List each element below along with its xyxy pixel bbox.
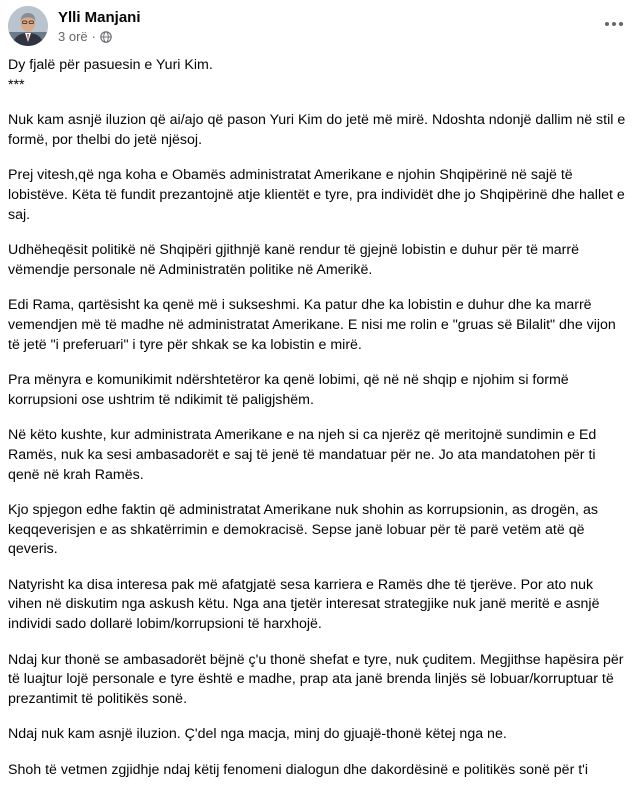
meta-separator: · <box>91 29 96 44</box>
post-paragraph: Kjo spjegon edhe faktin që administratat Amerikane nuk shohin as korrupsionin, as drogën, as keqqeverisjen e as shkatërrimin e demokracisë. Sepse janë lobuar për të parë vetëm atë që qeveris. <box>8 502 598 558</box>
post-subline <box>58 29 141 45</box>
post-body <box>8 56 626 797</box>
post-header <box>8 6 141 46</box>
post-paragraph: Ndaj nuk kam asnjë iluzion. Ç'del nga macja, minj do gjuajë-thonë këtej nga ne. <box>8 726 507 743</box>
post-paragraph: Nuk kam asnjë iluzion që ai/ajo që pason Yuri Kim do jetë më mirë. Ndoshta ndonjë dallim në stil e formë, por thelbi do jetë njësoj. <box>8 112 626 148</box>
post-paragraph: Dy fjalë për pasuesin e Yuri Kim. <box>8 57 213 73</box>
post-paragraph: Udhëheqësit politikë në Shqipëri gjithnjë kanë rendur të gjejnë lobistin e duhur për të marrë vëmendje personale në Administratën politike në Amerikë. <box>8 242 580 278</box>
post-paragraph: Shoh të vetmen zgjidhje ndaj këtij fenomeni dialogun dhe dakordësinë e politikës sonë për t'i <box>8 762 589 779</box>
post-paragraph: Në këto kushte, kur administrata Amerikane e na njeh si ca njerëz që meritojnë sundimin e Ed Ramës, nuk ka sesi ambasadorët e saj të jenë të mandatuar për ne. Jo ata mandatohen për ti qenë në krah Ramës. <box>8 427 597 483</box>
post-meta <box>58 9 141 45</box>
more-options-icon[interactable] <box>602 12 626 36</box>
globe-icon[interactable] <box>100 31 112 43</box>
post-timestamp[interactable]: 3 orë <box>58 29 88 44</box>
author-name[interactable]: Ylli Manjani <box>58 9 141 26</box>
post-paragraph: Prej vitesh,që nga koha e Obamës administratat Amerikane e njohin Shqipërinë në sajë të lobistëve. Këta të fundit prezantojnë atje klientët e tyre, pra individët dhe jo Shqipërinë dhe hallet e saj. <box>8 167 625 223</box>
post-paragraph: Ndaj kur thonë se ambasadorët bëjnë ç'u thonë shefat e tyre, nuk çuditem. Megjithse hapësira për të luajtur lojë personale e tyre është e madhe, prap ata janë brenda linjës së lobuar/korruptuar të prezantimit të politikës sonë. <box>8 651 624 707</box>
post-paragraph: *** <box>8 76 25 93</box>
post-paragraph: Edi Rama, qartësisht ka qenë më i sukseshmi. Ka patur dhe ka lobistin e duhur dhe ka marrë vemendjen më të madhe në administratat Amerikane. E nisi me rolin e "gruas së Bilalit" dhe vijon të jetë "i preferuari" i tyre për shkak se ka lobistin e mirë. <box>8 297 616 353</box>
post-paragraph: Pra mënyra e komunikimit ndërshtetëror ka qenë lobimi, që në në shqip e njohim si formë korrupsioni ose ushtrim të ndikimit të paligjshëm. <box>8 372 569 408</box>
avatar-image <box>8 6 48 46</box>
post-paragraph: Natyrisht ka disa interesa pak më afatgjatë sesa karriera e Ramës dhe të tjerëve. Por ato nuk vihen në diskutim nga askush këtu. Nga ana tjetër interesat strategjike nuk janë meritë e asnjë individi sado dollarë lobim/korrupsioni të harxhojë. <box>8 576 600 633</box>
author-avatar[interactable] <box>8 6 48 46</box>
